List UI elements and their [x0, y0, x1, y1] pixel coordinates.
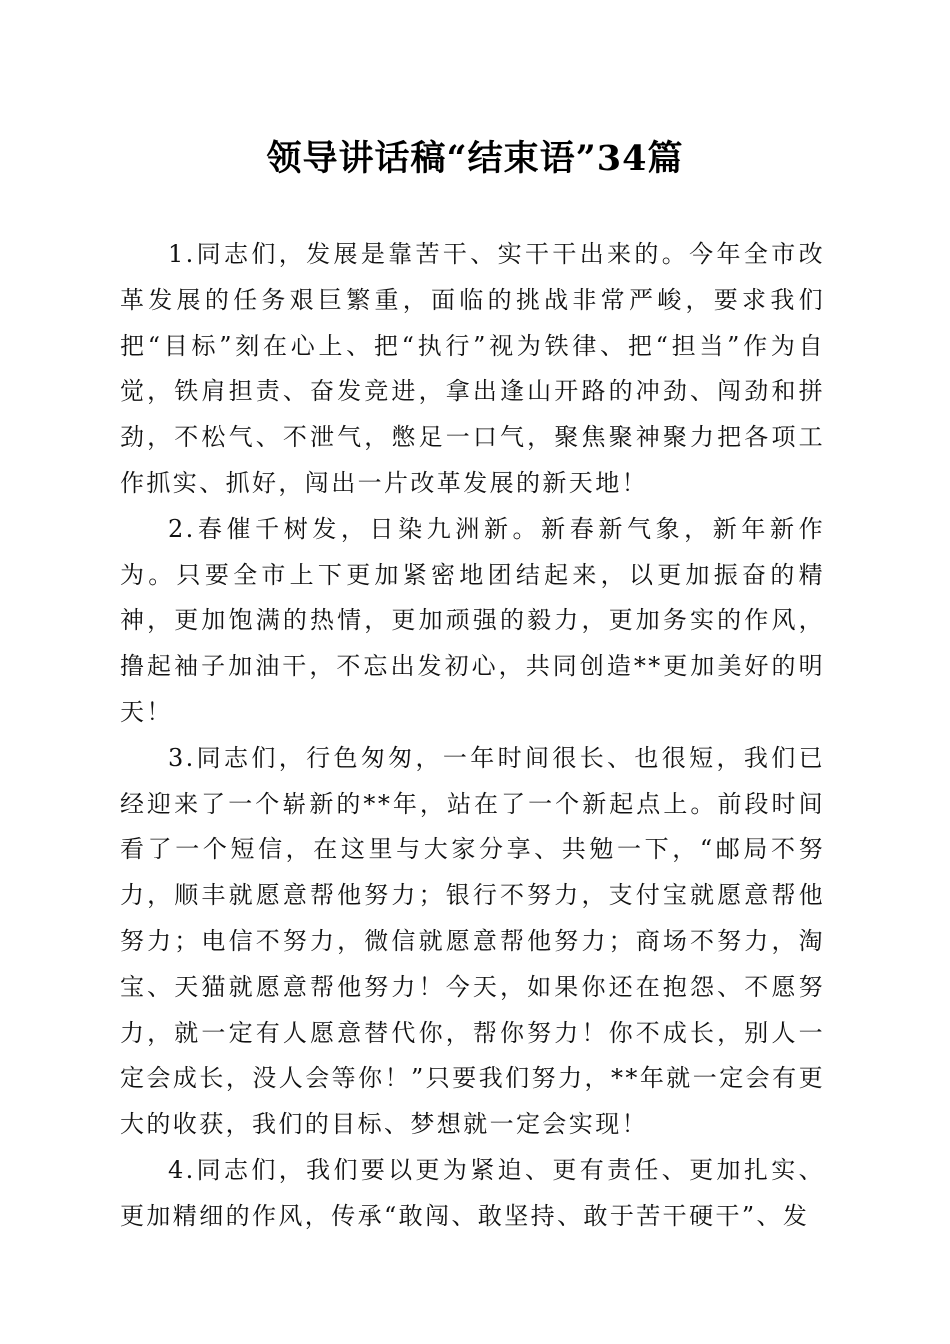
document-title: 领导讲话稿“结束语”34篇: [266, 138, 684, 179]
paragraph-2: 2.春催千树发，日染九洲新。新春新气象，新年新作为。只要全市上下更加紧密地团结起来，以更加振奋的精神，更加饱满的热情，更加顽强的毅力，更加务实的作风，撸起袖子加油干，不忘出发初心，共同创造**更加美好的明天！: [120, 514, 825, 726]
paragraph-4: 4.同志们，我们要以更为紧迫、更有责任、更加扎实、更加精细的作风，传承“敢闯、敢坚持、敢于苦干硬干”、发: [120, 1155, 825, 1230]
paragraph-3: 3.同志们，行色匆匆，一年时间很长、也很短，我们已经迎来了一个崭新的**年，站在了一个新起点上。前段时间看了一个短信，在这里与大家分享、共勉一下，“邮局不努力，顺丰就愿意帮他努力；银行不努力，支付宝就愿意帮他努力；电信不努力，微信就愿意帮他努力；商场不努力，淘宝、天猫就愿意帮他努力！今天，如果你还在抱怨、不愿努力，就一定有人愿意替代你，帮你努力！你不成长，别人一定会成长，没人会等你！”只要我们努力，**年就一定会有更大的收获，我们的目标、梦想就一定会实现！: [120, 743, 825, 1139]
paragraph-1: 1.同志们，发展是靠苦干、实干干出来的。今年全市改革发展的任务艰巨繁重，面临的挑战非常严峻，要求我们把“目标”刻在心上、把“执行”视为铁律、把“担当”作为自觉，铁肩担责、奋发竞进，拿出逢山开路的冲劲、闯劲和拼劲，不松气、不泄气，憋足一口气，聚焦聚神聚力把各项工作抓实、抓好，闯出一片改革发展的新天地！: [120, 240, 825, 497]
document-body: [120, 232, 825, 1240]
